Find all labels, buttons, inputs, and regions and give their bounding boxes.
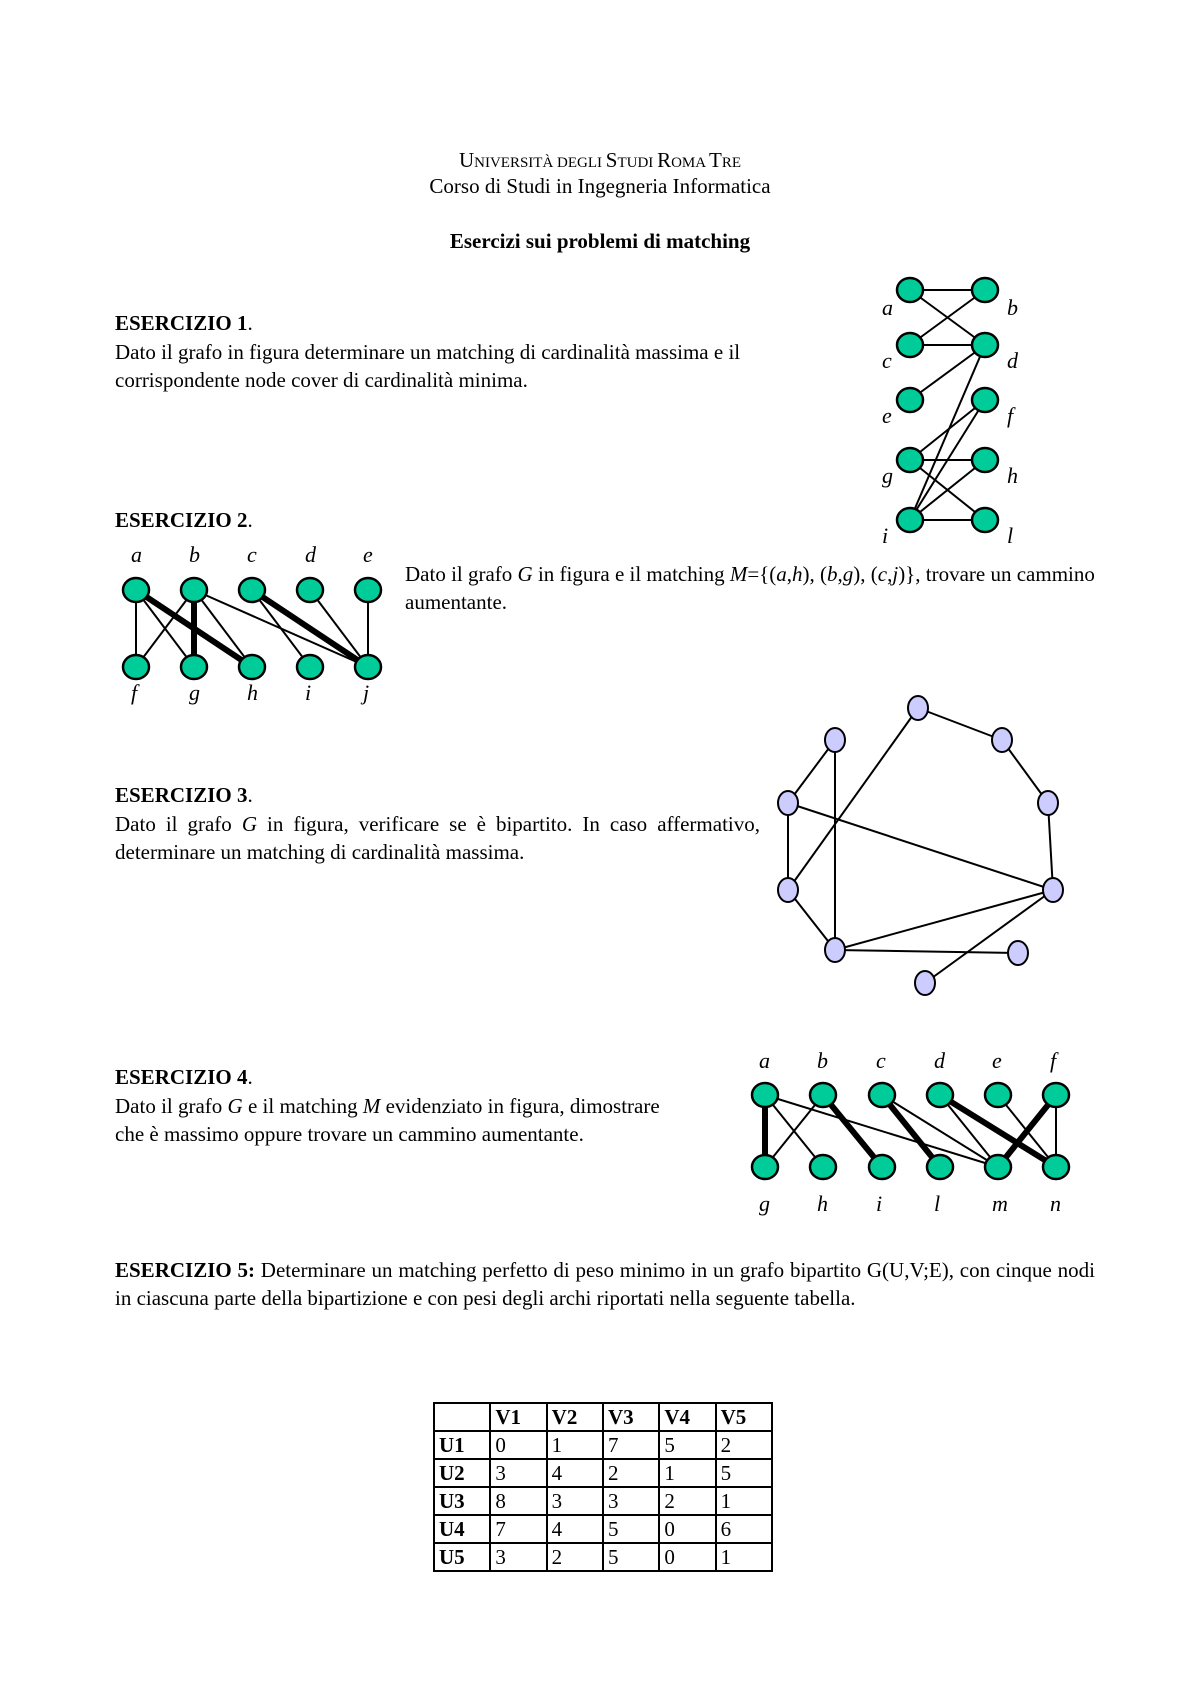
node-label: b: [1007, 295, 1018, 320]
graph-node: [1043, 1155, 1069, 1179]
graph-node: [239, 655, 265, 679]
table-cell: 2: [603, 1459, 659, 1487]
exercise-2-heading: ESERCIZIO 2.: [115, 508, 253, 532]
graph-node: [972, 278, 998, 302]
column-header: V5: [716, 1403, 772, 1431]
table-cell: 0: [659, 1515, 715, 1543]
graph-node: [897, 333, 923, 357]
column-header: V4: [659, 1403, 715, 1431]
graph-node: [825, 728, 845, 752]
node-label: g: [759, 1191, 770, 1216]
graph-node: [297, 578, 323, 602]
table-row: [434, 1459, 772, 1487]
table-corner: [434, 1403, 490, 1431]
row-header: U5: [434, 1543, 490, 1571]
row-header: U3: [434, 1487, 490, 1515]
exercise-3-heading: ESERCIZIO 3.: [115, 783, 253, 807]
graph-edge: [788, 708, 918, 890]
graph-node: [297, 655, 323, 679]
graph-node: [123, 655, 149, 679]
exercise-4-heading: ESERCIZIO 4.: [115, 1065, 253, 1089]
graph-edge: [788, 803, 1053, 890]
node-label: j: [363, 680, 370, 705]
exercise-5-text: ESERCIZIO 5: Determinare un matching perfetto di peso minimo in un grafo bipartito G(U,V;E), con cinque nodi in ciascuna parte della bipartizione e con pesi degli archi riportati nella seguente tabella.: [115, 1258, 1095, 1310]
node-label: n: [1050, 1191, 1061, 1216]
exercise-1-text: Dato il grafo in figura determinare un matching di cardinalità massima e il corrispondente node cover di cardinalità minima.: [115, 340, 741, 392]
node-label: a: [131, 542, 142, 567]
weights-table: [433, 1402, 773, 1572]
table-cell: 3: [490, 1543, 546, 1571]
node-label: f: [1050, 1048, 1057, 1073]
graph-node: [355, 655, 381, 679]
table-row: [434, 1487, 772, 1515]
university-name: UNIVERSITÀ DEGLI STUDI ROMA TRE: [458, 148, 742, 172]
graph-node: [181, 655, 207, 679]
node-label: m: [992, 1191, 1008, 1216]
table-cell: 3: [603, 1487, 659, 1515]
table-cell: 4: [547, 1459, 603, 1487]
graph-edge: [918, 708, 1002, 740]
table-cell: 1: [716, 1487, 772, 1515]
row-header: U4: [434, 1515, 490, 1543]
exercise-1-graph: [860, 265, 1060, 550]
graph-node: [752, 1155, 778, 1179]
table-cell: 5: [716, 1459, 772, 1487]
page-title: Esercizi sui problemi di matching: [449, 229, 751, 253]
graph-node: [778, 791, 798, 815]
graph-node: [810, 1155, 836, 1179]
node-label: e: [992, 1048, 1002, 1073]
node-label: d: [305, 542, 316, 567]
graph-node: [972, 333, 998, 357]
node-label: i: [876, 1191, 883, 1216]
exercise-5-heading: ESERCIZIO 5:: [115, 1258, 255, 1282]
node-label: d: [1007, 348, 1018, 373]
table-cell: 1: [716, 1543, 772, 1571]
graph-edge: [925, 890, 1053, 983]
graph-node: [927, 1083, 953, 1107]
graph-edge: [910, 345, 985, 520]
node-label: h: [247, 680, 258, 705]
graph-node: [972, 448, 998, 472]
node-label: g: [189, 680, 200, 705]
node-label: l: [1007, 523, 1014, 548]
table-cell: 8: [490, 1487, 546, 1515]
table-row: [434, 1515, 772, 1543]
table-row: [434, 1543, 772, 1571]
table-cell: 3: [547, 1487, 603, 1515]
graph-node: [123, 578, 149, 602]
node-label: g: [882, 463, 893, 488]
table-cell: 2: [659, 1487, 715, 1515]
node-label: i: [882, 523, 889, 548]
table-cell: 2: [547, 1543, 603, 1571]
graph-node: [972, 508, 998, 532]
column-header: V2: [547, 1403, 603, 1431]
graph-node: [985, 1083, 1011, 1107]
exercise-2-graph: [110, 540, 410, 715]
node-label: h: [1007, 463, 1018, 488]
graph-edge: [1048, 803, 1053, 890]
graph-edge: [252, 590, 310, 667]
column-header: V1: [490, 1403, 546, 1431]
graph-node: [908, 696, 928, 720]
node-label: d: [934, 1048, 945, 1073]
graph-node: [1008, 941, 1028, 965]
exercise-3-text: Dato il grafo G in figura, verificare se è bipartito. In caso affermativo, determinare un matching di cardinalità massima.: [115, 812, 761, 864]
graph-edge: [310, 590, 368, 667]
graph-node: [897, 278, 923, 302]
graph-node: [1043, 878, 1063, 902]
node-label: b: [189, 542, 200, 567]
node-label: c: [247, 542, 257, 567]
graph-edge: [835, 950, 1018, 953]
graph-edge: [940, 1095, 998, 1167]
table-cell: 0: [490, 1431, 546, 1459]
graph-node: [355, 578, 381, 602]
node-label: f: [1007, 403, 1014, 428]
node-label: a: [882, 295, 893, 320]
exercise-3-graph: [770, 690, 1070, 1000]
graph-node: [778, 878, 798, 902]
table-cell: 2: [716, 1431, 772, 1459]
table-cell: 1: [659, 1459, 715, 1487]
row-header: U1: [434, 1431, 490, 1459]
table-cell: 6: [716, 1515, 772, 1543]
table-cell: 1: [547, 1431, 603, 1459]
exercise-4-graph: [740, 1040, 1080, 1220]
graph-node: [869, 1083, 895, 1107]
table-cell: 0: [659, 1543, 715, 1571]
graph-node: [897, 448, 923, 472]
table-row: [434, 1431, 772, 1459]
table-cell: 5: [659, 1431, 715, 1459]
column-header: V3: [603, 1403, 659, 1431]
graph-node: [239, 578, 265, 602]
graph-node: [985, 1155, 1011, 1179]
graph-edge: [194, 590, 252, 667]
node-label: c: [882, 348, 892, 373]
node-label: h: [817, 1191, 828, 1216]
graph-node: [1038, 791, 1058, 815]
table-cell: 7: [490, 1515, 546, 1543]
graph-node: [752, 1083, 778, 1107]
table-cell: 4: [547, 1515, 603, 1543]
graph-node: [1043, 1083, 1069, 1107]
node-label: f: [131, 680, 138, 705]
table-cell: 3: [490, 1459, 546, 1487]
graph-node: [825, 938, 845, 962]
course-name: Corso di Studi in Ingegneria Informatica: [429, 174, 771, 198]
table-cell: 5: [603, 1543, 659, 1571]
node-label: l: [934, 1191, 941, 1216]
node-label: i: [305, 680, 312, 705]
exercise-4-text: Dato il grafo G e il matching M evidenziato in figura, dimostrare che è massimo oppure trovare un cammino aumentante.: [115, 1094, 660, 1146]
graph-node: [915, 971, 935, 995]
table-cell: 7: [603, 1431, 659, 1459]
node-label: b: [817, 1048, 828, 1073]
graph-node: [897, 388, 923, 412]
node-label: e: [882, 403, 892, 428]
row-header: U2: [434, 1459, 490, 1487]
matching-edge: [882, 1095, 940, 1167]
table-cell: 5: [603, 1515, 659, 1543]
node-label: a: [759, 1048, 770, 1073]
graph-node: [810, 1083, 836, 1107]
graph-node: [992, 728, 1012, 752]
graph-node: [869, 1155, 895, 1179]
matching-edge: [823, 1095, 882, 1167]
graph-node: [181, 578, 207, 602]
graph-node: [927, 1155, 953, 1179]
exercise-1-heading: ESERCIZIO 1.: [115, 311, 253, 335]
graph-node: [897, 508, 923, 532]
graph-node: [972, 388, 998, 412]
exercise-2-text: Dato il grafo G in figura e il matching M={(a,h), (b,g), (c,j)}, trovare un cammino aumentante.: [405, 562, 1095, 614]
node-label: e: [363, 542, 373, 567]
node-label: c: [876, 1048, 886, 1073]
